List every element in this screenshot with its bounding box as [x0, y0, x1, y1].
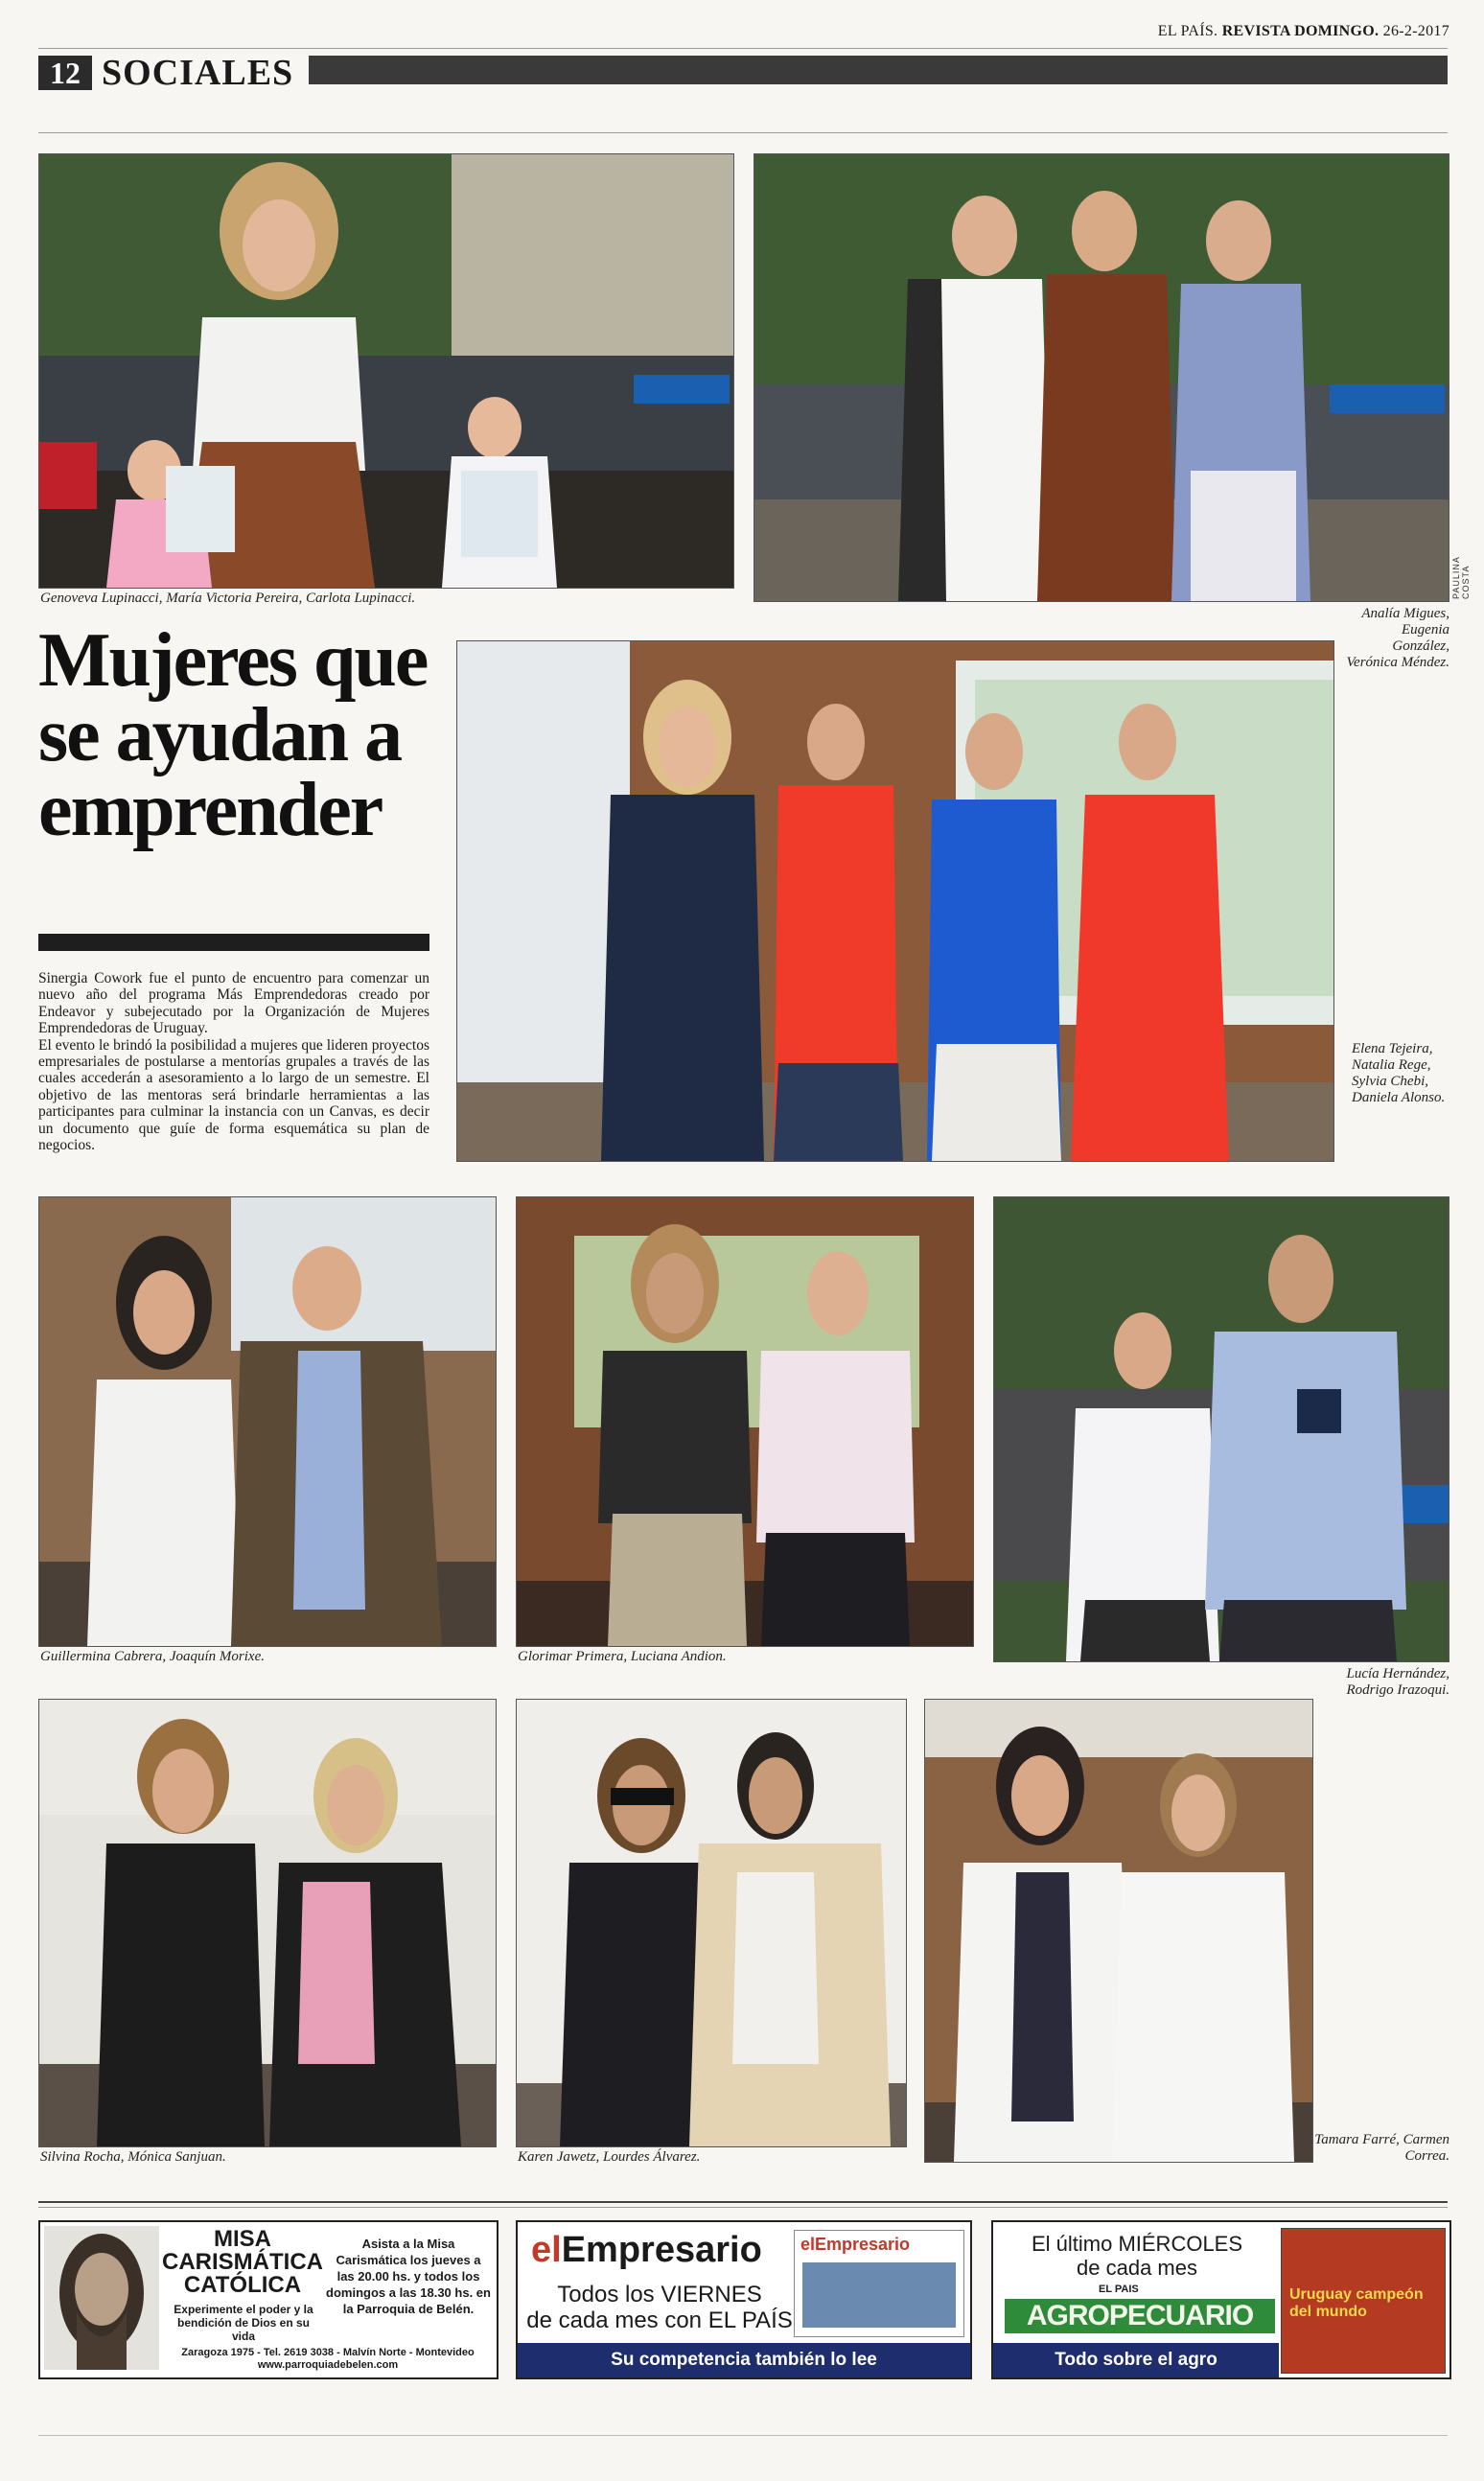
photo-migues	[754, 153, 1449, 602]
publication-name: EL PAÍS.	[1157, 23, 1218, 39]
misa-title	[161, 2228, 324, 2297]
misa-title-1: MISA	[214, 2226, 271, 2252]
empresario-brand-name: Empresario	[561, 2230, 762, 2270]
empresario-thumbnail	[794, 2230, 964, 2337]
jesus-portrait-icon	[44, 2226, 159, 2370]
empresario-slogan: Su competencia también lo lee	[518, 2343, 970, 2377]
issue-date: 26-2-2017	[1382, 23, 1449, 39]
section-bar	[309, 56, 1448, 84]
headline-bar	[38, 934, 429, 951]
photo-rocha	[38, 1699, 497, 2147]
ads-rule-thin	[38, 2207, 1448, 2208]
agro-thumbnail	[1281, 2228, 1446, 2374]
agro-thumb-text: Uruguay campeón del mundo	[1289, 2286, 1424, 2320]
photo-primera	[516, 1196, 974, 1647]
top-rule	[38, 48, 1448, 49]
misa-website[interactable]: www.parroquiadebelen.com	[257, 2359, 399, 2371]
empresario-thumb-photo	[802, 2262, 956, 2328]
photo-cabrera	[38, 1196, 497, 1647]
article-paragraph-2: El evento le brindó la posibilidad a mujeres que lideren proyectos empresariales de postularse a mentorías grupales a través de las cuales accederán a asesoramiento a lo largo de un semestre. El objetivo de las mentoras será brindarle herramientas a las participantes para culminar la instancia con un Canvas, es decir un documento que guíe de forma esquemática su plan de negocios.	[38, 1036, 429, 1154]
agro-schedule	[993, 2232, 1281, 2280]
agro-brand: AGROPECUARIO	[1005, 2299, 1275, 2333]
caption-photo-1: Genoveva Lupinacci, María Victoria Pereira, Carlota Lupinacci.	[40, 591, 416, 606]
photo-jawetz	[516, 1699, 907, 2147]
photo-tejeira	[456, 640, 1334, 1162]
agro-slogan: Todo sobre el agro	[993, 2343, 1279, 2377]
article-headline	[38, 618, 441, 852]
publication-line	[1158, 23, 1449, 40]
misa-info: Asista a la Misa Carismática los jueves a las 20.00 hs. y todos los domingos a las 18.30 hs. en la Parroquia de Belén.	[326, 2237, 491, 2316]
photo-hernandez	[993, 1196, 1449, 1662]
empresario-line-1: Todos los VIERNES	[557, 2282, 762, 2307]
photo-lupinacci	[38, 153, 734, 589]
empresario-brand-prefix: el	[531, 2230, 562, 2270]
photo-farre	[924, 1699, 1313, 2163]
empresario-thumb-title: elEmpresario	[800, 2235, 911, 2254]
empresario-schedule	[525, 2282, 794, 2333]
article-paragraph-1: Sinergia Cowork fue el punto de encuentro para comenzar un nuevo año del programa Más Emprendedoras creado por Endeavor y subejecutado por la Organización de Mujeres Emprendedoras de Uruguay.	[38, 970, 429, 1037]
bottom-rule	[38, 2435, 1448, 2436]
caption-photo-5: Glorimar Primera, Luciana Andion.	[518, 1649, 727, 1664]
caption-photo-4: Guillermina Cabrera, Joaquín Morixe.	[40, 1649, 266, 1664]
page-number: 12	[38, 56, 92, 90]
agro-line-2: de cada mes	[1077, 2256, 1197, 2280]
misa-tagline: Experimente el poder y la bendición de Dios en su vida	[174, 2303, 313, 2343]
agro-small-label: EL PAIS	[1099, 2284, 1139, 2295]
misa-title-3: CATÓLICA	[183, 2272, 302, 2298]
caption-photo-2: Analía Migues, Eugenia González, Verónica Méndez.	[1346, 606, 1449, 670]
caption-photo-6: Lucía Hernández, Rodrigo Irazoqui.	[1346, 1666, 1449, 1698]
agro-line-1: El último MIÉRCOLES	[1031, 2232, 1243, 2256]
caption-photo-3: Elena Tejeira, Natalia Rege, Sylvia Chebi, Daniela Alonso.	[1352, 1041, 1446, 1105]
misa-title-2: CARISMÁTICA	[162, 2249, 323, 2275]
supplement-name: REVISTA DOMINGO.	[1221, 23, 1380, 39]
section-title: SOCIALES	[102, 53, 294, 93]
article-body	[38, 970, 429, 1153]
headline-line-2: se ayudan a	[38, 693, 402, 777]
caption-photo-9: Tamara Farré, Carmen Correa.	[1314, 2132, 1449, 2164]
misa-address: Zaragoza 1975 - Tel. 2619 3038 - Malvín Norte - Montevideo	[181, 2347, 475, 2358]
headline-line-3: emprender	[38, 768, 383, 852]
photo-credit: PAULINA COSTA	[1451, 556, 1471, 599]
ads-rule	[38, 2201, 1448, 2203]
header-rule	[38, 132, 1448, 133]
empresario-brand	[531, 2230, 762, 2271]
ad-misa-carismatica	[38, 2220, 499, 2379]
ad-agropecuario	[991, 2220, 1451, 2379]
ad-el-empresario	[516, 2220, 972, 2379]
headline-line-1: Mujeres que	[38, 618, 428, 703]
empresario-line-2: de cada mes con EL PAÍS	[526, 2307, 793, 2333]
caption-photo-8: Karen Jawetz, Lourdes Álvarez.	[518, 2149, 701, 2165]
caption-photo-7: Silvina Rocha, Mónica Sanjuan.	[40, 2149, 226, 2165]
